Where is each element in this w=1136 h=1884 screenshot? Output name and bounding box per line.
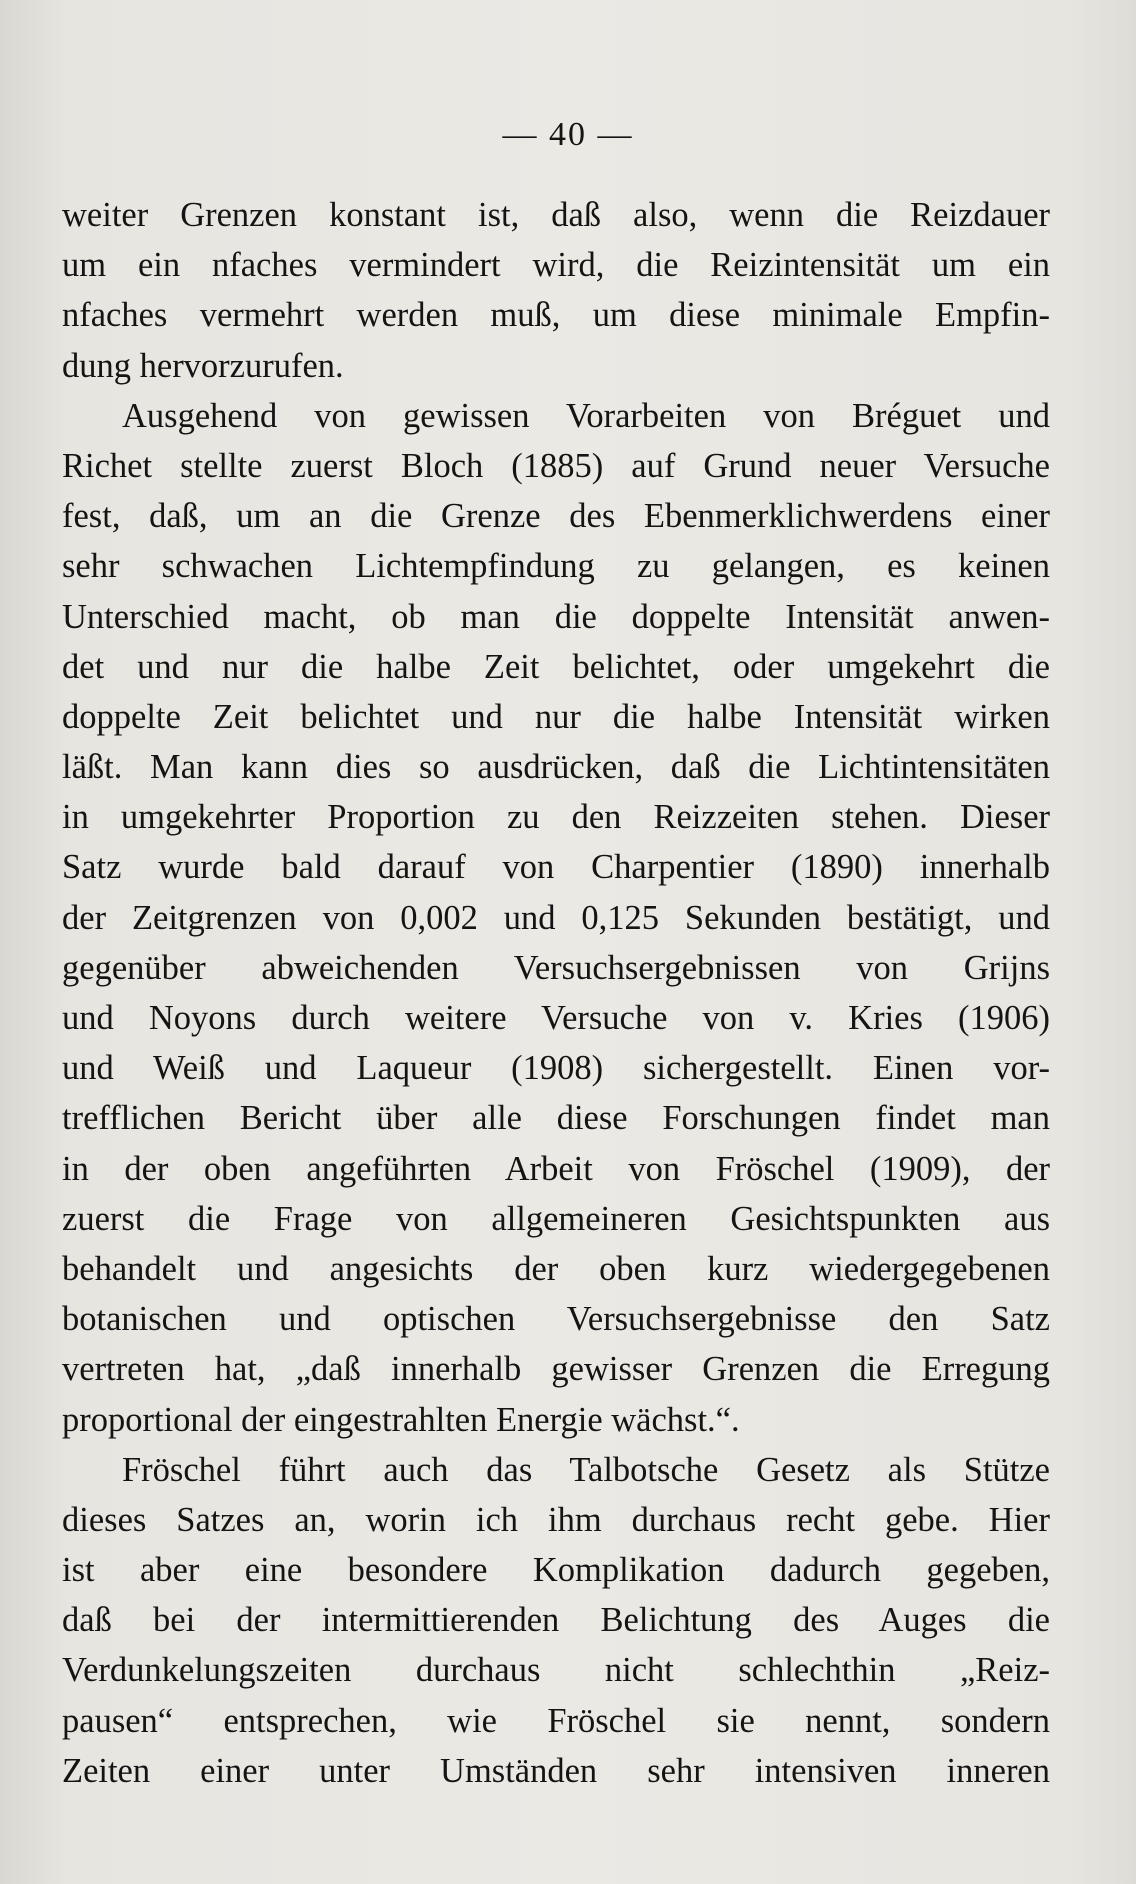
text-line: Zeiten einer unter Umständen sehr intensiven inneren [62,1751,1050,1790]
text-line: und Weiß und Laqueur (1908) sichergestellt. Einen vor- [62,1049,1050,1088]
text-line: daß bei der intermittierenden Belichtung des Auges die [62,1601,1050,1640]
text-line: Satz wurde bald darauf von Charpentier (1890) innerhalb [62,848,1050,887]
text-line: läßt. Man kann dies so ausdrücken, daß die Lichtintensitäten [62,748,1050,787]
text-line: Ausgehend von gewissen Vorarbeiten von Bréguet und [122,396,1050,435]
text-line: doppelte Zeit belichtet und nur die halbe Intensität wirken [62,697,1050,736]
text-line: in der oben angeführten Arbeit von Fröschel (1909), der [62,1149,1050,1188]
text-line: in umgekehrter Proportion zu den Reizzeiten stehen. Dieser [62,798,1050,837]
text-line: und Noyons durch weitere Versuche von v. Kries (1906) [62,999,1050,1037]
text-line: Richet stellte zuerst Bloch (1885) auf Grund neuer Versuche [62,446,1050,485]
text-line: proportional der eingestrahlten Energie wächst.“. [62,1400,740,1439]
text-line: dieses Satzes an, worin ich ihm durchaus recht gebe. Hier [62,1500,1050,1539]
text-line: weiter Grenzen konstant ist, daß also, wenn die Reizdauer [62,196,1050,234]
text-line: um ein nfaches vermindert wird, die Reizintensität um ein [62,246,1050,285]
text-line: zuerst die Frage von allgemeineren Gesichtspunkten aus [62,1199,1050,1238]
text-line: Fröschel führt auch das Talbotsche Gesetz als Stütze [122,1450,1050,1489]
text-line: det und nur die halbe Zeit belichtet, oder umgekehrt die [62,647,1050,686]
page-number: — 40 — [502,116,634,153]
text-line: behandelt und angesichts der oben kurz wiedergegebenen [62,1249,1050,1288]
text-line: ist aber eine besondere Komplikation dadurch gegeben, [62,1551,1050,1590]
text-line: fest, daß, um an die Grenze des Ebenmerklichwerdens einer [62,497,1050,536]
text-line: vertreten hat, „daß innerhalb gewisser Grenzen die Erregung [62,1350,1050,1389]
text-line: pausen“ entsprechen, wie Fröschel sie nennt, sondern [62,1701,1050,1740]
text-line: dung hervorzurufen. [62,346,344,385]
text-line: Verdunkelungszeiten durchaus nicht schlechthin „Reiz- [62,1651,1050,1690]
text-line: der Zeitgrenzen von 0,002 und 0,125 Sekunden bestätigt, und [62,898,1050,937]
text-line: Unterschied macht, ob man die doppelte Intensität anwen- [62,597,1050,636]
text-line: trefflichen Bericht über alle diese Forschungen findet man [62,1099,1050,1138]
text-line: botanischen und optischen Versuchsergebnisse den Satz [62,1300,1050,1339]
text-line: nfaches vermehrt werden muß, um diese minimale Empfin- [62,296,1050,335]
body-text [62,190,1050,1796]
text-line: gegenüber abweichenden Versuchsergebnissen von Grijns [62,948,1050,987]
text-line: sehr schwachen Lichtempfindung zu gelangen, es keinen [62,547,1050,586]
